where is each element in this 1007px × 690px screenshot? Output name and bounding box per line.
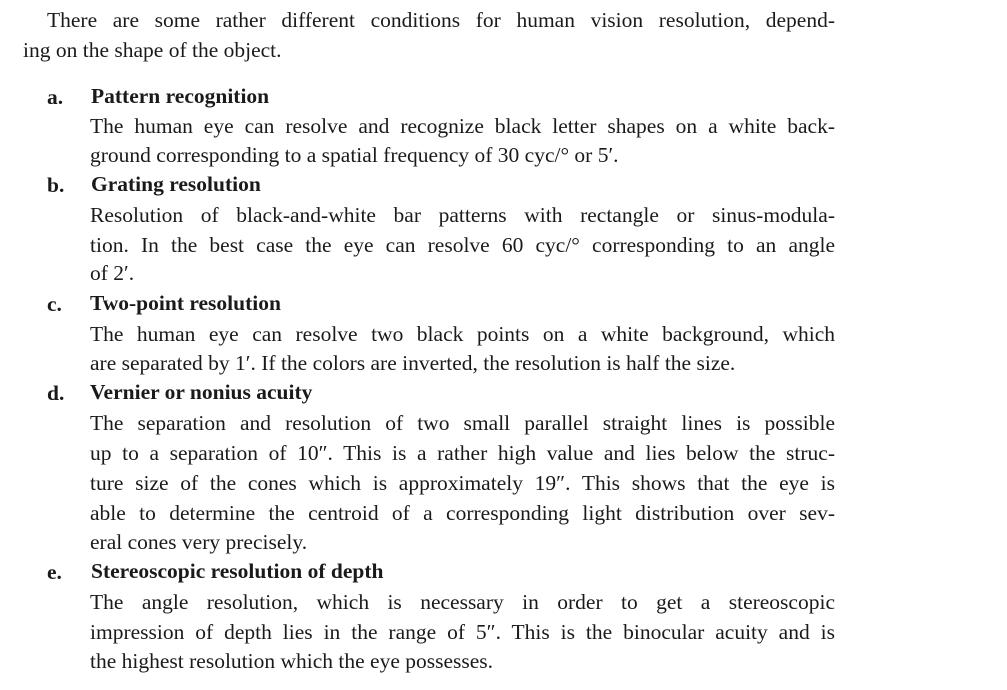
item-c-line-1: The human eye can resolve two black points on a white background, which xyxy=(90,322,835,346)
intro-line-1: There are some rather different conditions for human vision resolution, depend- xyxy=(47,8,835,32)
item-b-line-1: Resolution of black-and-white bar patterns with rectangle or sinus-modula- xyxy=(90,203,835,227)
intro-line-2: ing on the shape of the object. xyxy=(23,38,282,62)
item-d-line-1: The separation and resolution of two small parallel straight lines is possible xyxy=(90,411,835,435)
list-marker-e: e. xyxy=(47,560,62,584)
item-heading-grating-resolution: Grating resolution xyxy=(91,172,261,196)
item-b-line-2: tion. In the best case the eye can resolve 60 cyc/° corresponding to an angle xyxy=(90,233,835,257)
item-b-line-3: of 2′. xyxy=(90,261,135,285)
item-e-line-2: impression of depth lies in the range of 5″. This is the binocular acuity and is xyxy=(90,620,835,644)
item-heading-two-point-resolution: Two-point resolution xyxy=(90,291,281,315)
list-marker-a: a. xyxy=(47,85,64,109)
item-d-line-5: eral cones very precisely. xyxy=(90,530,308,554)
item-a-line-2: ground corresponding to a spatial frequency of 30 cyc/° or 5′. xyxy=(90,143,619,167)
item-heading-pattern-recognition: Pattern recognition xyxy=(91,84,270,108)
item-d-line-3: ture size of the cones which is approximately 19″. This shows that the eye is xyxy=(90,471,835,495)
item-heading-stereoscopic-resolution: Stereoscopic resolution of depth xyxy=(91,559,384,583)
list-marker-b: b. xyxy=(47,173,65,197)
item-d-line-2: up to a separation of 10″. This is a rather high value and lies below the struc- xyxy=(90,441,835,465)
item-d-line-4: able to determine the centroid of a corresponding light distribution over sev- xyxy=(90,501,835,525)
item-heading-vernier-acuity: Vernier or nonius acuity xyxy=(90,380,313,404)
item-e-line-3: the highest resolution which the eye possesses. xyxy=(90,649,494,673)
list-marker-c: c. xyxy=(47,292,62,316)
list-marker-d: d. xyxy=(47,381,65,405)
item-e-line-1: The angle resolution, which is necessary in order to get a stereoscopic xyxy=(90,590,835,614)
item-c-line-2: are separated by 1′. If the colors are inverted, the resolution is half the size. xyxy=(90,351,736,375)
item-a-line-1: The human eye can resolve and recognize black letter shapes on a white back- xyxy=(90,114,835,138)
